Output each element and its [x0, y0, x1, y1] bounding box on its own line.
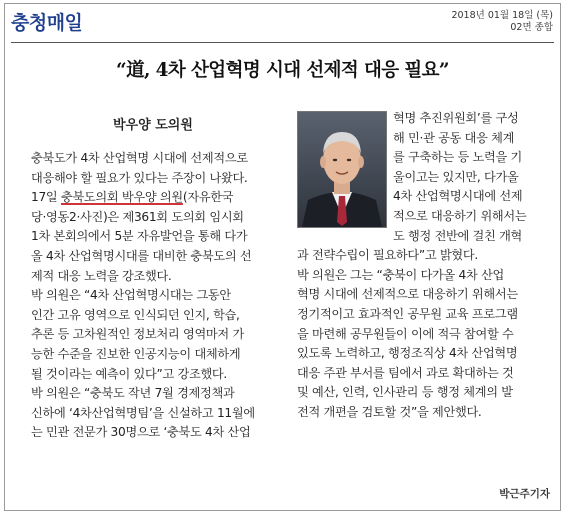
article-byline: 박우양 도의원: [113, 118, 193, 133]
paragraph-line: 및 예산, 인력, 인사관리 등 행정 체계의 발: [297, 385, 513, 400]
paragraph-line: 있도록 노력하고, 행정조직상 4차 산업혁명: [297, 346, 518, 361]
paragraph-line: 적으로 대응하기 위해서는: [393, 208, 527, 223]
paragraph-line: 도 행정 전반에 걸친 개혁: [393, 228, 523, 243]
paragraph-fragment: (자유한국: [182, 190, 234, 205]
paragraph-line: 박 의원은 그는 “충북이 다가올 4차 산업: [297, 267, 505, 282]
paragraph-line: 될 것이라는 예측이 있다”고 강조했다.: [31, 366, 227, 381]
underlined-name: 충북도의회 박우양 의원: [60, 190, 183, 205]
paragraph-line: 박 의원은 “충북도 작년 7월 경제정책과: [31, 386, 235, 401]
paragraph-line: 능한 수준을 진보한 인공지능이 대체하게: [31, 346, 241, 361]
paragraph-line: 인간 고유 영역으로 인식되던 인지, 학습,: [31, 307, 240, 322]
article-headline: “道, 4차 산업혁명 시대 선제적 대응 필요”: [116, 60, 449, 81]
paragraph-line: 울이고는 있지만, 다가올: [393, 169, 519, 184]
paragraph-line: 대응해야 할 필요가 있다는 주장이 나왔다.: [31, 170, 248, 185]
paragraph-line: 신하에 ‘4차산업혁명팀’을 신설하고 11월에: [31, 405, 255, 420]
paragraph-line: 대응 주관 부서를 팀에서 과로 확대하는 것: [297, 365, 514, 380]
paragraph-line: 를 구축하는 등 노력을 기: [393, 150, 523, 165]
paragraph-line: 충북도가 4차 산업혁명 시대에 선제적으로: [31, 151, 248, 165]
dateline: [425, 10, 553, 34]
paragraph-line: 혁명 추진위원회’를 구성: [393, 111, 519, 125]
paragraph-line: 박 의원은 “4차 산업혁명시대는 그동안: [31, 288, 231, 303]
newspaper-logo: 충청매일: [11, 12, 83, 34]
paragraph-line: [31, 188, 286, 208]
paragraph-line: 1차 본회의에서 5분 자유발언을 통해 다가: [31, 229, 248, 244]
paragraph-line: 정기적이고 효과적인 공무원 교육 프로그램: [297, 306, 518, 321]
reporter-name: 박근주기자: [499, 488, 550, 500]
paragraph-fragment: 17일: [31, 190, 61, 205]
paragraph-line: 제적 대응 노력을 강조했다.: [31, 268, 172, 283]
paragraph-line: 추론 등 고차원적인 정보처리 영역마저 가: [31, 327, 244, 342]
paragraph-line: 혁명 시대에 선제적으로 대응하기 위해서는: [297, 287, 518, 302]
publish-date: 2018년 01월 18일 (목): [451, 10, 553, 21]
masthead-rule: [11, 42, 554, 43]
newspaper-clipping: [4, 3, 561, 511]
paragraph-line: 을 마련해 공무원들이 이에 적극 참여할 수: [297, 326, 514, 341]
paragraph-line: 해 민·관 공동 대응 체계: [393, 130, 515, 145]
paragraph-line: 과 전략수립이 필요하다”고 밝혔다.: [297, 248, 478, 263]
paragraph-line: 4차 산업혁명시대에 선제: [393, 189, 523, 204]
paragraph-line: 전적 개편을 검토할 것”을 제안했다.: [297, 404, 482, 419]
article-column-right: [297, 109, 547, 423]
page-section: 02면 종합: [510, 22, 553, 33]
paragraph-line: 당·영동2·사진)은 제361회 도의회 임시회: [31, 209, 244, 224]
article-column-left: [31, 149, 286, 443]
paragraph-line: 올 4차 산업혁명시대를 대비한 충북도의 선: [31, 248, 252, 263]
paragraph-line: 는 민관 전문가 30명으로 ‘충북도 4차 산업: [31, 425, 251, 440]
